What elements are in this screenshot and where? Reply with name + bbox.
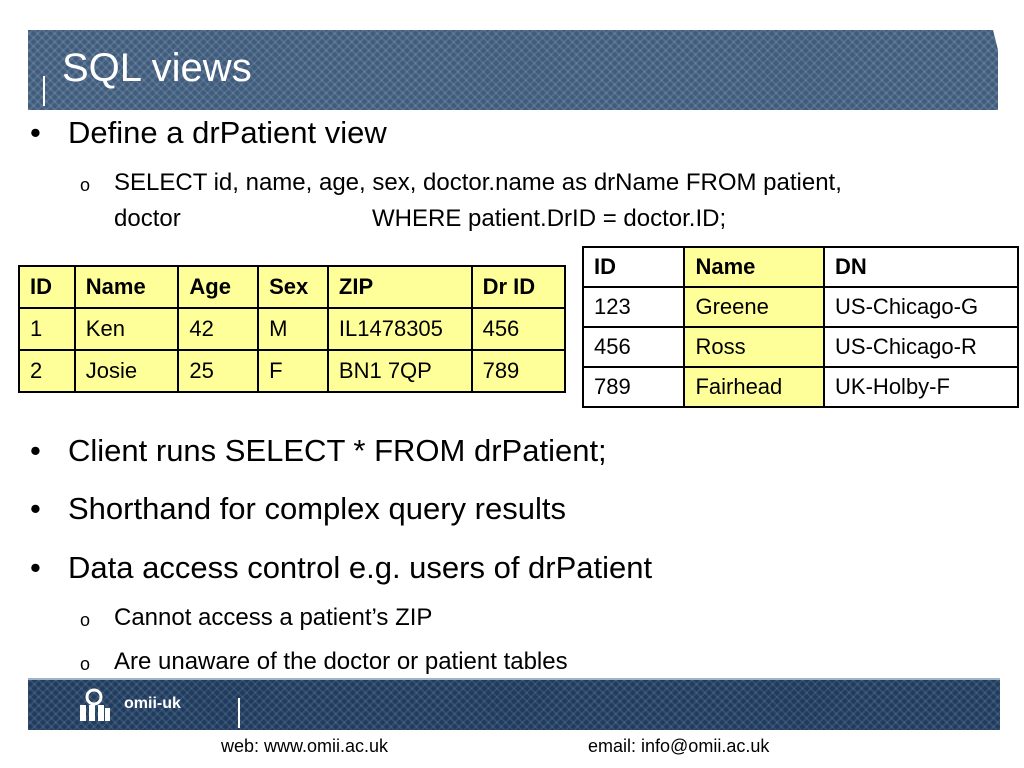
- doctor-table: [582, 246, 1019, 408]
- table-cell: UK-Holby-F: [824, 367, 1018, 407]
- patient-table: [18, 265, 566, 393]
- footer-divider: [238, 698, 240, 728]
- bullet-dot-icon: •: [30, 491, 41, 526]
- bullet-text: Data access control e.g. users of drPatient: [68, 550, 653, 585]
- table-cell: 789: [583, 367, 684, 407]
- table-cell: Ken: [75, 308, 179, 350]
- sub-bullet-zip: [80, 602, 433, 634]
- table-cell: 42: [178, 308, 258, 350]
- table-row: [583, 367, 1018, 407]
- table-cell: M: [258, 308, 328, 350]
- sql-line-1: SELECT id, name, age, sex, doctor.name as drName FROM patient,: [114, 169, 842, 196]
- col-header: Dr ID: [472, 266, 565, 308]
- col-header: Sex: [258, 266, 328, 308]
- sub-bullet-ring-icon: o: [80, 654, 91, 674]
- table-cell: 25: [178, 350, 258, 392]
- table-row: [19, 350, 565, 392]
- col-header: Name: [75, 266, 179, 308]
- table-cell: 2: [19, 350, 75, 392]
- col-header: ID: [583, 247, 684, 287]
- col-header: Name: [684, 247, 824, 287]
- table-cell: IL1478305: [328, 308, 472, 350]
- table-row: [19, 308, 565, 350]
- sub-bullet-select: [80, 167, 842, 199]
- table-cell: Josie: [75, 350, 179, 392]
- table-cell: Fairhead: [684, 367, 824, 407]
- footer-web-link[interactable]: web: www.omii.ac.uk: [221, 736, 389, 756]
- table-cell: 789: [472, 350, 565, 392]
- bullet-access-control: [30, 549, 653, 587]
- logo-text: omii-uk: [124, 695, 181, 712]
- bullet-text: Client runs SELECT * FROM drPatient;: [68, 433, 607, 468]
- sub-bullet-text: Are unaware of the doctor or patient tables: [114, 648, 568, 675]
- bullet-client-runs: [30, 432, 607, 470]
- table-cell: US-Chicago-R: [824, 327, 1018, 367]
- table-cell: 456: [583, 327, 684, 367]
- table-cell: 1: [19, 308, 75, 350]
- bullet-shorthand: [30, 490, 566, 528]
- omii-logo-icon: [74, 688, 114, 724]
- table-cell: F: [258, 350, 328, 392]
- patient-header-row: [19, 266, 565, 308]
- col-header: ZIP: [328, 266, 472, 308]
- bullet-text: Define a drPatient view: [68, 115, 387, 150]
- table-cell: US-Chicago-G: [824, 287, 1018, 327]
- doctor-header-row: [583, 247, 1018, 287]
- bullet-text: Shorthand for complex query results: [68, 491, 566, 526]
- bullet-define-view: [30, 114, 387, 152]
- sub-bullet-ring-icon: o: [80, 610, 91, 630]
- col-header: ID: [19, 266, 75, 308]
- table-row: [583, 327, 1018, 367]
- sub-bullet-text: Cannot access a patient’s ZIP: [114, 604, 433, 631]
- table-cell: Ross: [684, 327, 824, 367]
- sql-line-2b: WHERE patient.DrID = doctor.ID;: [372, 205, 727, 232]
- bullet-dot-icon: •: [30, 115, 41, 150]
- bullet-dot-icon: •: [30, 433, 41, 468]
- bullet-dot-icon: •: [30, 550, 41, 585]
- table-cell: 456: [472, 308, 565, 350]
- col-header: DN: [824, 247, 1018, 287]
- table-row: [583, 287, 1018, 327]
- slide-title: SQL views: [62, 46, 252, 90]
- table-cell: Greene: [684, 287, 824, 327]
- col-header: Age: [178, 266, 258, 308]
- banner-divider: [43, 76, 45, 106]
- footer-email-link[interactable]: email: info@omii.ac.uk: [588, 736, 770, 756]
- sql-line-2a: doctor: [114, 205, 181, 232]
- sub-bullet-unaware: [80, 646, 568, 678]
- table-cell: BN1 7QP: [328, 350, 472, 392]
- sub-bullet-ring-icon: o: [80, 175, 91, 195]
- table-cell: 123: [583, 287, 684, 327]
